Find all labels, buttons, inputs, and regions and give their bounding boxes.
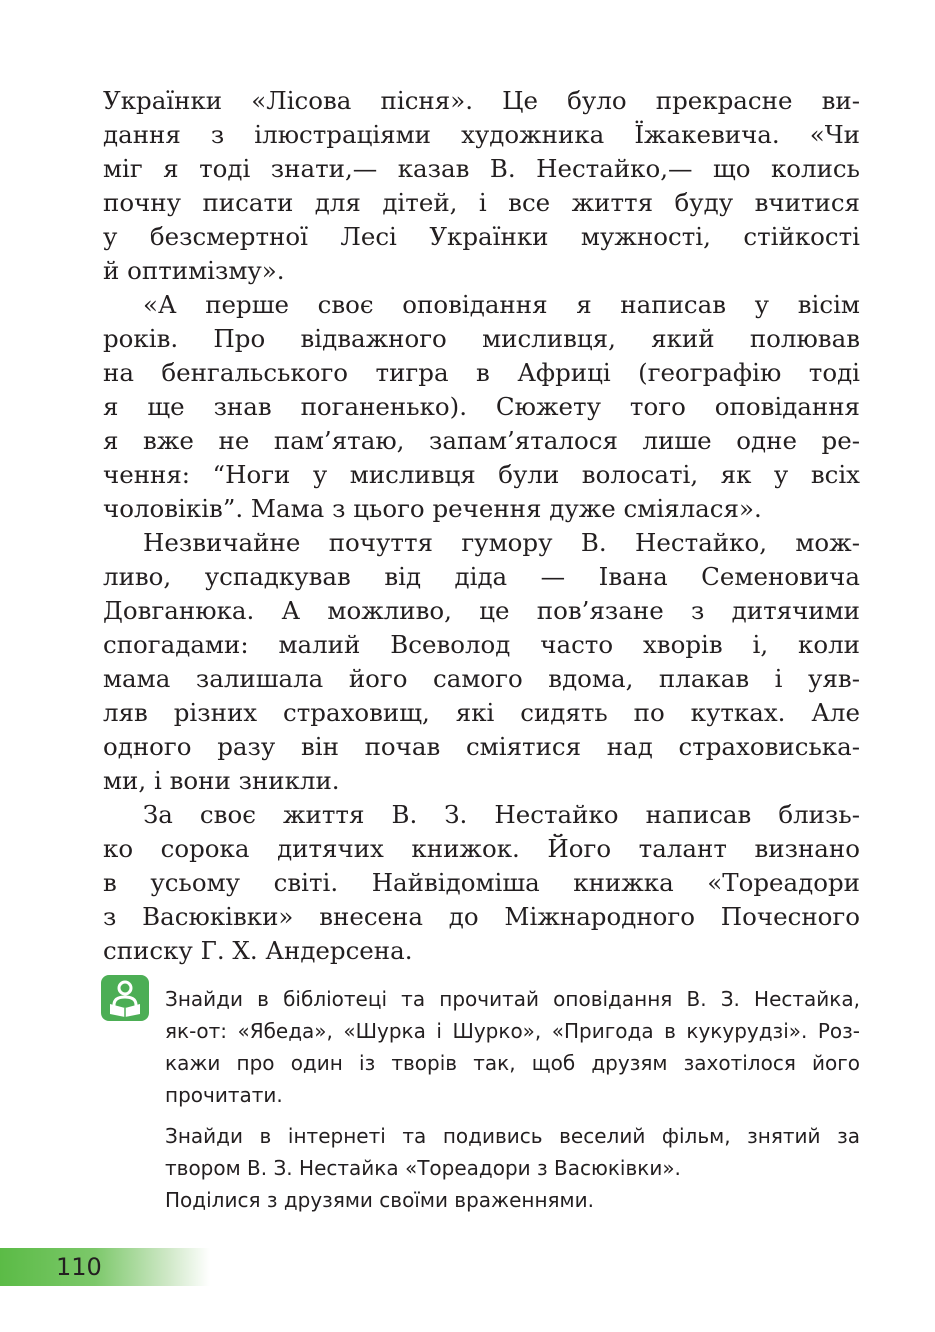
reading-person-icon [101,975,149,1021]
text-line: ко сорока дитячих книжок. Його талант визнано [103,834,860,863]
text-line: списку Г. Х. Андерсена. [103,936,413,965]
text-line: «А перше своє оповідання я написав у вісім [143,290,860,319]
text-line: Довганюка. А можливо, це пов’язане з дитячими [103,596,860,625]
text-line: одного разу він почав сміятися над страховиська- [103,732,860,761]
text-line: й оптимізму». [103,256,285,285]
text-line: з Васюківки» внесена до Міжнародного Почесного [103,902,860,931]
task-line: як-от: «Ябеда», «Шурка і Шурко», «Пригода в кукурудзі». Роз- [165,1019,860,1043]
text-line: Незвичайне почуття гумору В. Нестайко, мож- [143,528,860,557]
task-line: кажи про один із творів так, щоб друзям захотілося його [165,1051,860,1075]
text-line: ми, і вони зникли. [103,766,340,795]
text-line: спогадами: малий Всеволод часто хворів і, коли [103,630,860,659]
text-line: міг я тоді знати,— казав В. Нестайко,— що колись [103,154,860,183]
text-line: почну писати для дітей, і все життя буду вчитися [103,188,860,217]
text-line: у безсмертної Лесі Українки мужності, стійкості [103,222,860,251]
text-line: я вже не пам’ятаю, запам’яталося лише одне ре- [103,426,860,455]
text-line: на бенгальського тигра в Африці (географію тоді [103,358,860,387]
text-line: ляв різних страховищ, які сидять по кутках. Але [103,698,860,727]
task-line: Поділися з друзями своїми враженнями. [165,1188,594,1212]
task-2 [165,1120,860,1216]
task-line: Знайди в бібліотеці та прочитай оповідання В. З. Нестайка, [165,987,860,1011]
text-line: чоловіків”. Мама з цього речення дуже сміялася». [103,494,762,523]
task-line: Знайди в інтернеті та подивись веселий фільм, знятий за [165,1124,860,1148]
main-text [103,84,860,968]
task-line: твором В. З. Нестайка «Тореадори з Васюківки». [165,1156,681,1180]
text-line: років. Про відважного мисливця, який полював [103,324,860,353]
task-1 [165,983,860,1111]
text-line: мама залишала його самого вдома, плакав і уяв- [103,664,860,693]
text-line: ливо, успадкував від діда — Івана Семеновича [103,562,860,591]
text-line: я ще знав поганенько). Сюжету того оповідання [103,392,860,421]
text-line: в усьому світі. Найвідоміша книжка «Тореадори [103,868,860,897]
text-line: За своє життя В. З. Нестайко написав близь- [143,800,860,829]
text-line: дання з ілюстраціями художника Їжакевича. «Чи [103,120,860,149]
text-line: чення: “Ноги у мисливця були волосаті, як у всіх [103,460,860,489]
task-line: прочитати. [165,1083,283,1107]
text-line: Українки «Лісова пісня». Це було прекрасне ви- [103,86,860,115]
footer-bar [0,1248,210,1286]
page-number: 110 [56,1253,102,1281]
